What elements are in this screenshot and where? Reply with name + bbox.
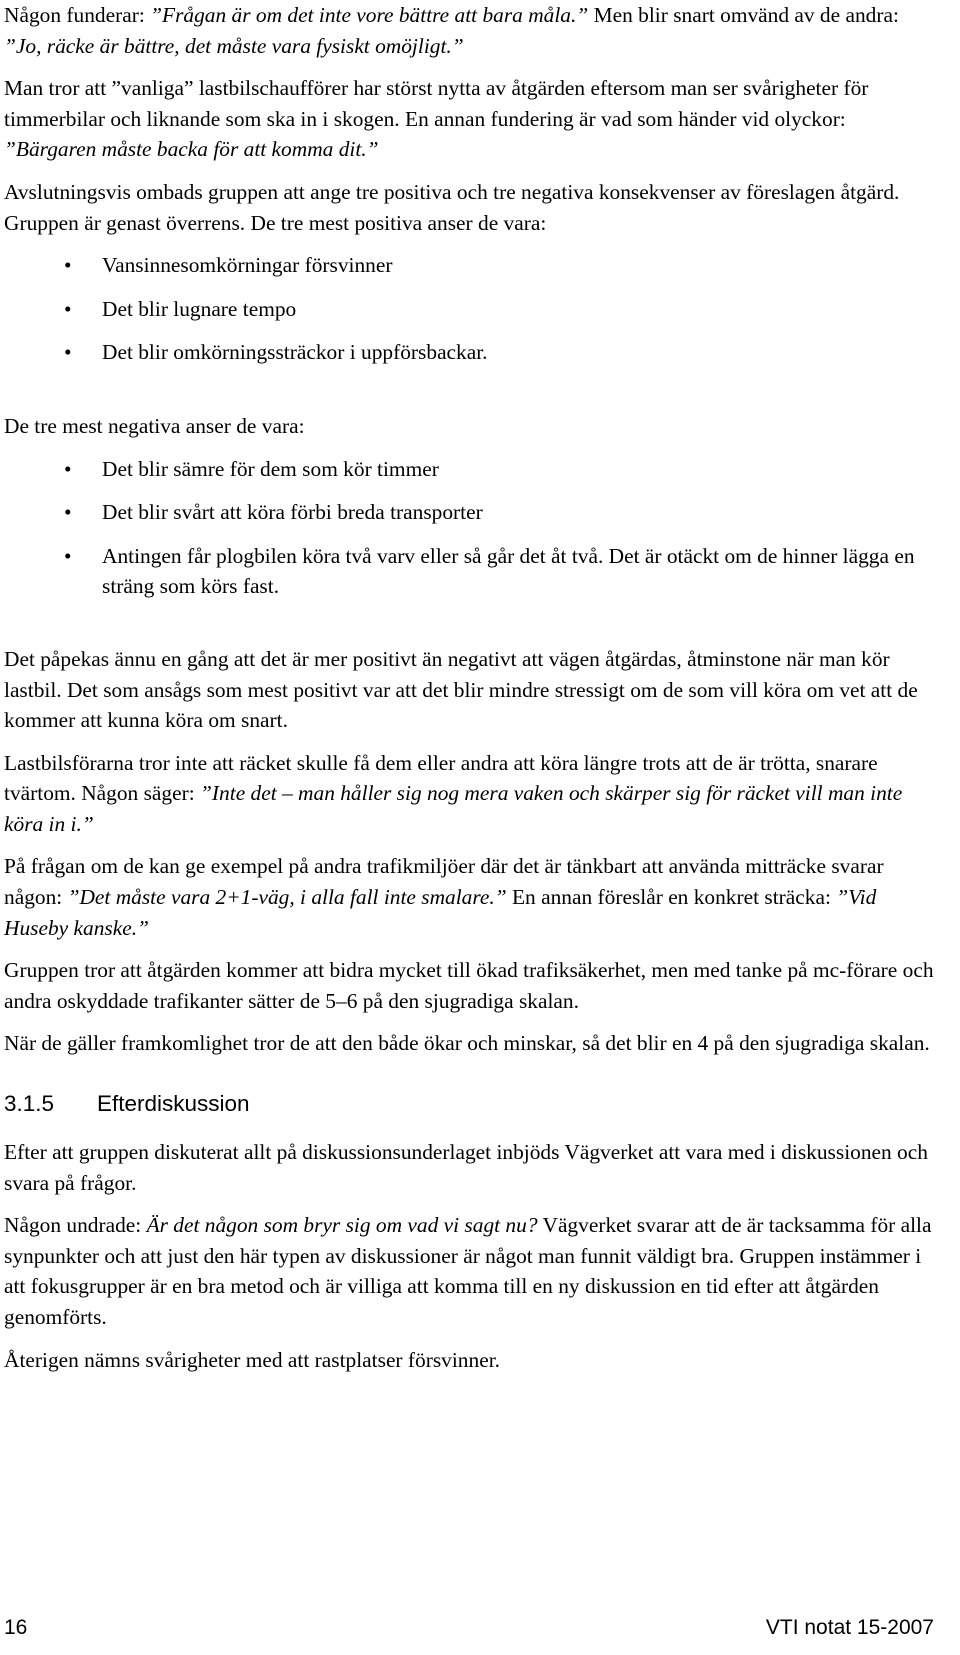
section-title: Efterdiskussion	[97, 1091, 250, 1117]
bullet-icon: •	[64, 456, 72, 481]
paragraph-2	[4, 73, 934, 165]
list-item	[4, 497, 934, 528]
quote: ”Bärgaren måste backa för att komma dit.”	[4, 137, 379, 162]
text: Någon undrade:	[4, 1213, 147, 1238]
document-page	[4, 0, 934, 1375]
paragraph-8: När de gäller framkomlighet tror de att den både ökar och minskar, så det blir en 4 på den sjugradiga skalan.	[4, 1031, 930, 1056]
list-item	[4, 250, 934, 281]
quote: ”Det måste vara 2+1-väg, i alla fall inte smalare.”	[67, 885, 507, 910]
negative-list	[4, 454, 934, 602]
text: På frågan om de kan ge exempel på andra trafikmiljöer där det är tänkbart att använda mitträcke svarar någon:	[4, 854, 884, 910]
text: Vägverket svarar att de är tacksamma för alla synpunkter och att just den här typen av diskussioner är något man funnit väldigt bra. Gruppen instämmer i att fokusgrupper är en bra metod och är villiga att komma till en ny diskussion en tid efter att åtgärden genomförts.	[4, 1213, 932, 1329]
paragraph-5	[4, 748, 934, 840]
list-item-text: Det blir sämre för dem som kör timmer	[102, 456, 439, 481]
paragraph-7: Gruppen tror att åtgärden kommer att bidra mycket till ökad trafiksäkerhet, men med tanke på mc-förare och andra oskyddade trafikanter sätter de 5–6 på den sjugradiga skalan.	[4, 958, 934, 1013]
paragraph-10	[4, 1210, 934, 1332]
bullet-icon: •	[64, 253, 72, 278]
text: Lastbilsförarna tror inte att räcket skulle få dem eller andra att köra längre trots att de är trötta, snarare tvärtom. Någon säger:	[4, 750, 878, 806]
quote: ”Inte det – man håller sig nog mera vaken och skärper sig för räcket vill man inte köra in i.”	[4, 781, 903, 836]
bullet-icon: •	[64, 296, 72, 321]
bullet-icon: •	[64, 543, 72, 568]
list-item	[4, 454, 934, 485]
list-item-text: Antingen får plogbilen köra två varv eller så går det åt två. Det är otäckt om de hinner lägga en sträng som körs fast.	[102, 543, 915, 599]
negative-intro: De tre mest negativa anser de vara:	[4, 413, 305, 438]
document-id: VTI notat 15-2007	[765, 1616, 934, 1639]
paragraph-9: Efter att gruppen diskuterat allt på diskussionsunderlaget inbjöds Vägverket att vara med i diskussionen och svara på frågor.	[4, 1140, 928, 1195]
paragraph-6	[4, 851, 934, 943]
quote: ”Vid Huseby kanske.”	[4, 885, 877, 940]
list-item	[4, 294, 934, 325]
section-number: 3.1.5	[4, 1091, 55, 1117]
paragraph-4: Det påpekas ännu en gång att det är mer positivt än negativt att vägen åtgärdas, åtminstone när man kör lastbil. Det som ansågs som mest positivt var att det blir mindre stressigt om de som vill köra om vet att de kommer att kunna köra om snart.	[4, 646, 918, 733]
paragraph-1	[4, 0, 934, 61]
list-item-text: Vansinnesomkörningar försvinner	[102, 253, 393, 278]
paragraph-3: Avslutningsvis ombads gruppen att ange tre positiva och tre negativa konsekvenser av föreslagen åtgärd. Gruppen är genast överrens. De tre mest positiva anser de vara:	[4, 179, 900, 235]
text: Någon funderar:	[4, 3, 151, 27]
quote: ”Jo, räcke är bättre, det måste vara fysiskt omöjligt.”	[4, 33, 464, 58]
text: En annan föreslår en konkret sträcka:	[506, 885, 837, 910]
list-item-text: Det blir lugnare tempo	[102, 296, 297, 321]
positive-list	[4, 250, 934, 368]
paragraph-11: Återigen nämns svårigheter med att rastplatser försvinner.	[4, 1347, 500, 1372]
list-item	[4, 337, 934, 368]
list-item-text: Det blir svårt att köra förbi breda transporter	[102, 500, 483, 525]
quote: Är det någon som bryr sig om vad vi sagt nu?	[146, 1213, 538, 1238]
page-footer	[4, 1616, 934, 1640]
quote: ”Frågan är om det inte vore bättre att bara måla.”	[150, 3, 589, 27]
page-number: 16	[4, 1616, 28, 1639]
text: Man tror att ”vanliga” lastbilschaufförer har störst nytta av åtgärden eftersom man ser svårigheter för timmerbilar och liknande som ska in i skogen. En annan fundering är vad som händer vid olyckor:	[4, 76, 869, 131]
text: Men blir snart omvänd av de andra:	[588, 3, 899, 27]
bullet-icon: •	[64, 340, 72, 365]
bullet-icon: •	[64, 500, 72, 525]
list-item-text: Det blir omkörningssträckor i uppförsbackar.	[102, 340, 488, 365]
section-heading	[4, 1089, 934, 1119]
list-item	[4, 541, 934, 602]
